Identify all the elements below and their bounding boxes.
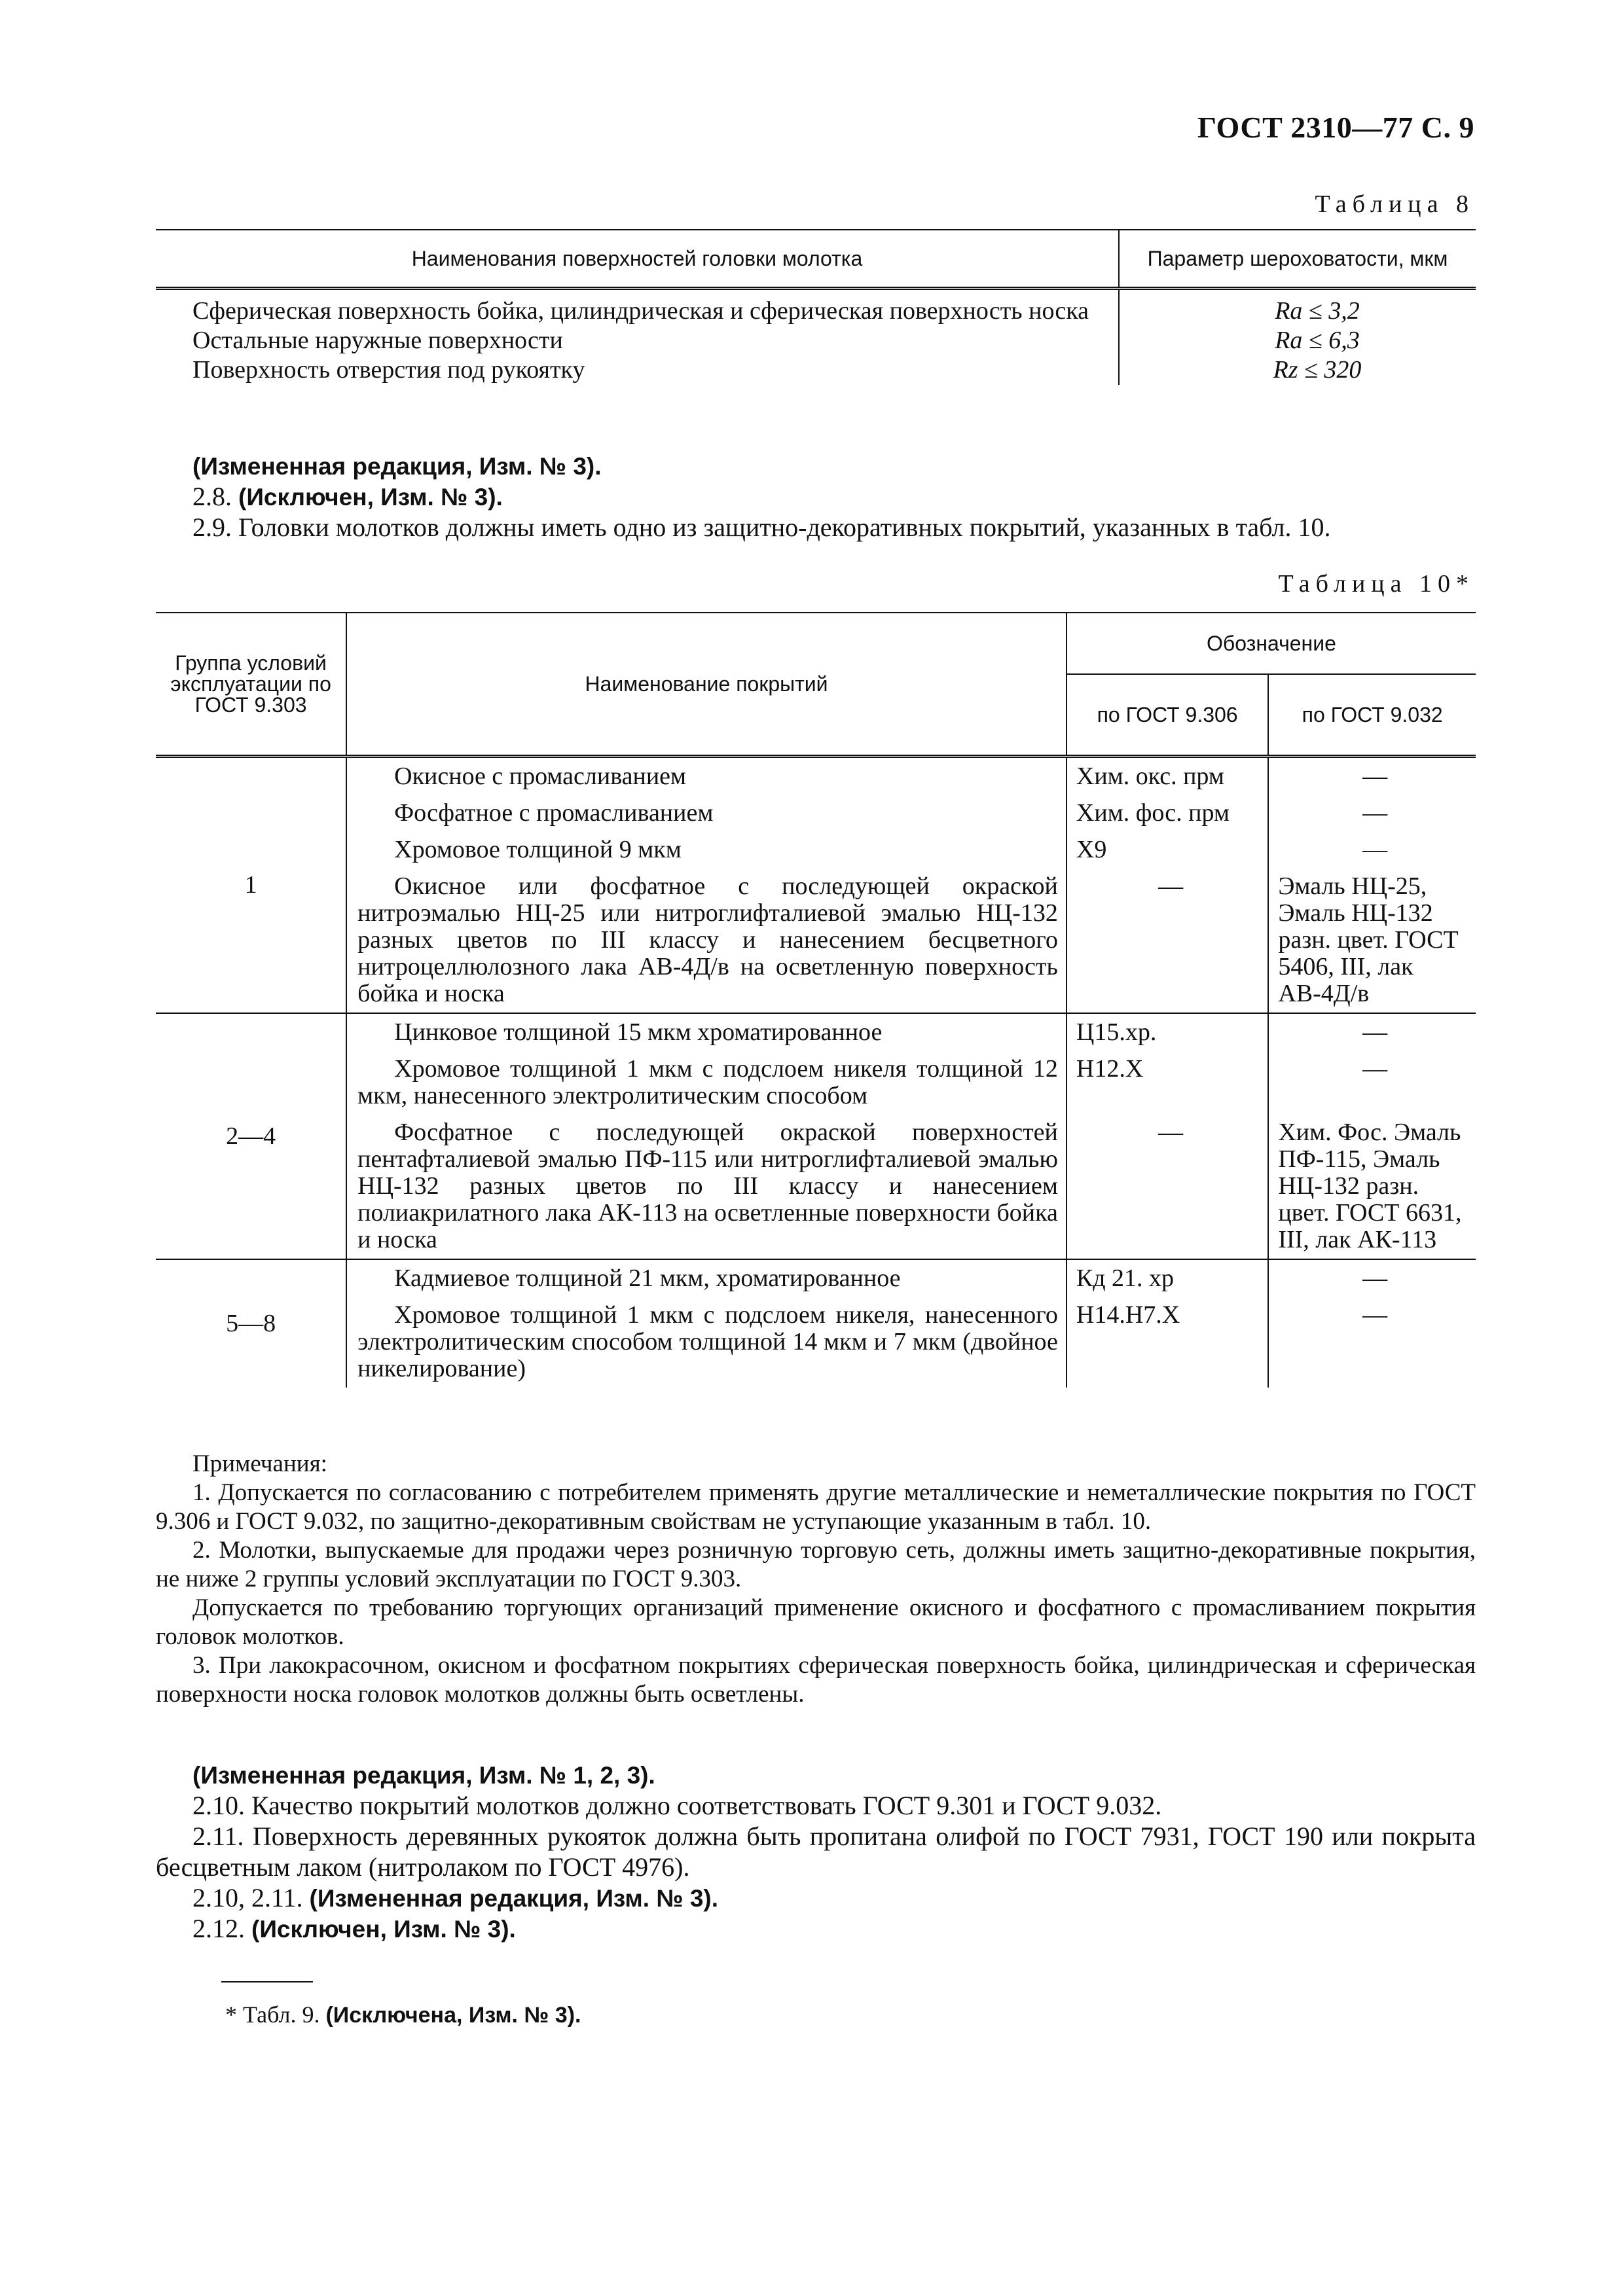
designation: —: [1158, 872, 1184, 900]
designation: Хим. Фос. Эмаль ПФ-115, Эмаль НЦ-132 разн. цвет. ГОСТ 6631, III, лак АК-113: [1278, 1119, 1462, 1253]
note-1: 1. Допускается по согласованию с потребителем применять другие металлические и неметаллические покрытия по ГОСТ 9.306 и ГОСТ 9.032, по защитно-декоративным свойствам не уступающие указанным в табл. 10.: [156, 1479, 1476, 1535]
table-8: [156, 229, 1476, 385]
gost9306-designations: [1067, 1013, 1268, 1259]
table10-gost9032-header: по ГОСТ 9.032: [1302, 703, 1443, 726]
clause-number: 2.12.: [192, 1914, 245, 1943]
table-row-group-2: [156, 1013, 1476, 1259]
table10-group-header: Группа условий эксплуатации по ГОСТ 9.303: [156, 613, 346, 757]
clause-number: 2.8.: [192, 482, 232, 511]
coating-names: [346, 1259, 1067, 1388]
designation: —: [1362, 762, 1388, 790]
designation: —: [1362, 1301, 1388, 1329]
clause-2-12: [156, 1913, 1476, 1945]
table10-name-header: Наименование покрытий: [346, 613, 1067, 757]
designation: —: [1362, 799, 1388, 827]
clause-number: 2.10, 2.11.: [192, 1883, 303, 1912]
table10-caption: Таблица 10*: [1278, 570, 1474, 598]
revision-note-123: [156, 1759, 1476, 1791]
table-row: [156, 326, 1476, 355]
gost9032-designations: [1268, 1013, 1476, 1259]
footnote-prefix: * Табл. 9.: [225, 2001, 320, 2028]
table-row: [156, 355, 1476, 385]
note-3: 3. При лакокрасочном, окисном и фосфатном покрытиях сферическая поверхность бойка, цилиндрическая и сферическая поверхности носка головок молотков должны быть осветлены.: [156, 1652, 1476, 1708]
clause-2-10: 2.10. Качество покрытий молотков должно соответствовать ГОСТ 9.301 и ГОСТ 9.032.: [192, 1791, 1162, 1820]
surface-name: Сферическая поверхность бойка, цилиндрическая и сферическая поверхность носка: [156, 289, 1119, 327]
designation: —: [1362, 1265, 1388, 1292]
table-row-group-3: [156, 1259, 1476, 1388]
table8-col2-header: Параметр шероховатости, мкм: [1147, 246, 1448, 270]
roughness-value: Ra ≤ 3,2: [1275, 297, 1360, 325]
note-2: 2. Молотки, выпускаемые для продажи через розничную торговую сеть, должны иметь защитно-декоративные покрытия, не ниже 2 группы условий эксплуатации по ГОСТ 9.303.: [156, 1537, 1476, 1592]
clause-2-9: 2.9. Головки молотков должны иметь одно из защитно-декоративных покрытий, указанных в табл. 10.: [192, 512, 1331, 542]
designation: Н12.Х: [1076, 1055, 1144, 1083]
designation: —: [1362, 1018, 1388, 1046]
table8-col1-header: Наименования поверхностей головки молотка: [156, 230, 1119, 289]
designation: Эмаль НЦ-25, Эмаль НЦ-132 разн. цвет. ГОСТ 5406, III, лак АВ-4Д/в: [1278, 872, 1459, 1007]
coating-name: Окисное или фосфатное с последующей окраской нитроэмалью НЦ-25 или нитроглифталиевой эмалью НЦ-132 разных цветов по III классу и нанесением бесцветного нитроцеллюлозного лака АВ-4Д/в на осветленную поверхность бойка и носка: [357, 872, 1058, 1007]
surface-name: Остальные наружные поверхности: [156, 326, 1119, 355]
revision-text: (Измененная редакция, Изм. № 3).: [192, 453, 602, 480]
note-2-addendum: Допускается по требованию торгующих организаций применение окисного и фосфатного с промасливанием покрытия головок молотков.: [156, 1594, 1476, 1650]
roughness-value: Rz ≤ 320: [1273, 356, 1362, 384]
revision-note: [156, 450, 1476, 482]
coating-name: Фосфатное с последующей окраской поверхностей пентафталиевой эмалью ПФ-115 или нитроглифталиевой эмалью НЦ-132 разных цветов по III классу и нанесением полиакрилатного лака АК-113 на осветленные поверхности бойка и носка: [357, 1119, 1058, 1253]
gost9032-designations: [1268, 757, 1476, 1014]
revision-text: (Измененная редакция, Изм. № 1, 2, 3).: [192, 1762, 655, 1789]
table10-gost9306-header: по ГОСТ 9.306: [1067, 674, 1268, 757]
coating-names: [346, 1013, 1067, 1259]
designation: Хим. фос. прм: [1076, 799, 1230, 827]
footnote-divider: [221, 1981, 313, 1982]
table-10: [156, 612, 1476, 1388]
gost9306-designations: [1067, 1259, 1268, 1388]
surface-name: Поверхность отверстия под рукоятку: [156, 355, 1119, 385]
coating-name: Окисное с промасливанием: [394, 762, 687, 790]
coating-names: [346, 757, 1067, 1014]
footnote-text: (Исключена, Изм. № 3).: [325, 2003, 581, 2028]
designation: Н14.Н7.Х: [1076, 1301, 1180, 1329]
gost9032-designations: [1268, 1259, 1476, 1388]
coating-name: Хромовое толщиной 1 мкм с подслоем никеля, нанесенного электролитическим способом толщиной 14 мкм и 7 мкм (двойное никелирование): [357, 1301, 1058, 1382]
designation: Ц15.хр.: [1076, 1018, 1157, 1046]
designation: Хим. окс. прм: [1076, 762, 1224, 790]
revision-text: (Измененная редакция, Изм. № 3).: [309, 1885, 719, 1912]
roughness-value: Ra ≤ 6,3: [1275, 327, 1360, 354]
notes-title: Примечания:: [192, 1450, 327, 1477]
clause-2-10-2-11-revision: [156, 1882, 1476, 1914]
table-row-group-1: [156, 757, 1476, 1014]
table10-designation-header: Обозначение: [1067, 613, 1476, 674]
clause-2-8: [156, 481, 1476, 512]
coating-name: Цинковое толщиной 15 мкм хроматированное: [394, 1018, 883, 1046]
clause-text: (Исключен, Изм. № 3).: [251, 1916, 516, 1943]
designation: —: [1362, 836, 1388, 863]
gost9306-designations: [1067, 757, 1268, 1014]
coating-name: Кадмиевое толщиной 21 мкм, хроматированное: [394, 1265, 901, 1292]
page-header: ГОСТ 2310—77 С. 9: [1197, 111, 1474, 144]
coating-name: Хромовое толщиной 1 мкм с подслоем никеля толщиной 12 мкм, нанесенного электролитическим способом: [357, 1055, 1058, 1109]
group-number: 1: [156, 757, 346, 1014]
designation: —: [1362, 1055, 1388, 1083]
notes-block: [156, 1450, 1476, 1709]
designation: Кд 21. хр: [1076, 1265, 1175, 1292]
group-number: 5—8: [156, 1259, 346, 1388]
coating-name: Хромовое толщиной 9 мкм: [394, 836, 682, 863]
clause-text: (Исключен, Изм. № 3).: [238, 484, 503, 511]
table8-caption: Таблица 8: [1315, 190, 1474, 218]
designation: —: [1158, 1119, 1184, 1146]
coating-name: Фосфатное с промасливанием: [394, 799, 714, 827]
footnote: [225, 2001, 581, 2028]
clause-2-11: 2.11. Поверхность деревянных рукояток должна быть пропитана олифой по ГОСТ 7931, ГОСТ 190 или покрыта бесцветным лаком (нитролаком по ГОСТ 4976).: [156, 1821, 1476, 1882]
group-number: 2—4: [156, 1013, 346, 1259]
table-row: [156, 289, 1476, 327]
designation: Х9: [1076, 836, 1107, 863]
